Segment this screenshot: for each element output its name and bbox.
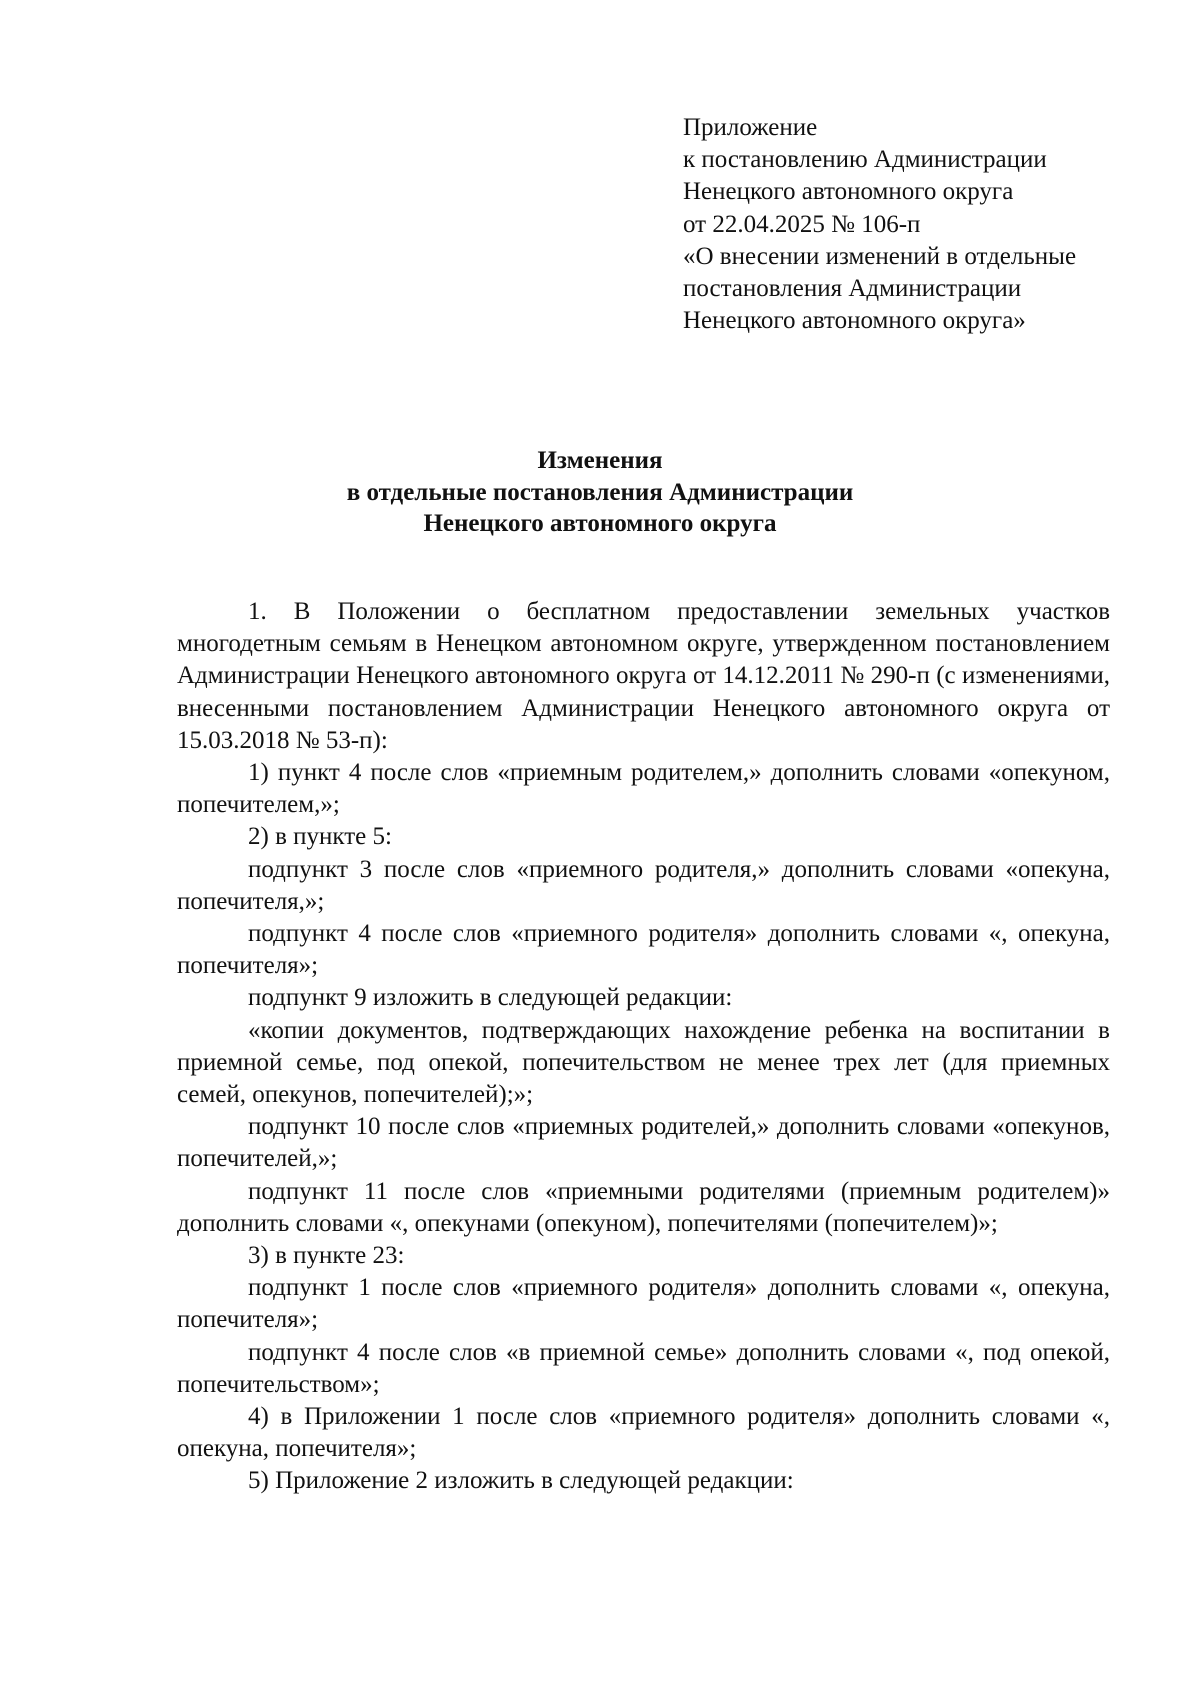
appendix-line: Ненецкого автономного округа»	[683, 307, 1026, 335]
appendix-line: постановления Администрации	[683, 275, 1022, 303]
body-paragraph: «копии документов, подтверждающих нахождение ребенка на воспитании в приемной семье, под опекой, попечительством не менее трех лет (для приемных семей, опекунов, попечителей);»;	[177, 1016, 1110, 1109]
body-paragraph: 4) в Приложении 1 после слов «приемного родителя» дополнить словами «, опекуна, попечителя»;	[177, 1403, 1110, 1463]
appendix-line: от 22.04.2025 № 106-п	[683, 210, 921, 238]
body-paragraph: 2) в пункте 5:	[248, 823, 392, 851]
body-paragraph: подпункт 9 изложить в следующей редакции:	[248, 984, 733, 1012]
body-paragraph: подпункт 3 после слов «приемного родителя,» дополнить словами «опекуна, попечителя,»;	[177, 855, 1110, 915]
body-paragraph: подпункт 10 после слов «приемных родителей,» дополнить словами «опекунов, попечителей,»;	[177, 1113, 1110, 1173]
body-paragraph: 1) пункт 4 после слов «приемным родителем,» дополнить словами «опекуном, попечителем,»;	[177, 759, 1110, 819]
body-paragraph: подпункт 11 после слов «приемными родителями (приемным родителем)» дополнить словами «, опекунами (опекуном), попечителями (попечителем)»;	[177, 1177, 1110, 1237]
appendix-line: «О внесении изменений в отдельные	[683, 242, 1077, 270]
title-line: Изменения	[537, 447, 663, 474]
document-title	[0, 445, 1200, 540]
body-paragraph: подпункт 4 после слов «приемного родителя» дополнить словами «, опекуна, попечителя»;	[177, 920, 1110, 980]
appendix-header	[683, 112, 1183, 337]
appendix-line: Ненецкого автономного округа	[683, 178, 1014, 206]
appendix-line: Приложение	[683, 114, 818, 141]
title-line: в отдельные постановления Администрации	[346, 478, 854, 506]
document-body	[177, 596, 1110, 1498]
appendix-line: к постановлению Администрации	[683, 146, 1047, 174]
body-paragraph: 1. В Положении о бесплатном предоставлении земельных участков многодетным семьям в Ненецком автономном округе, утвержденном постановлением Администрации Ненецкого автономного округа от 14.12.2011 № 290-п (с изменениями, внесенными постановлением Администрации Ненецкого автономного округа от 15.03.2018 № 53-п):	[177, 598, 1110, 754]
body-paragraph: подпункт 4 после слов «в приемной семье» дополнить словами «, под опекой, попечительством»;	[177, 1338, 1110, 1398]
body-paragraph: подпункт 1 после слов «приемного родителя» дополнить словами «, опекуна, попечителя»;	[177, 1274, 1110, 1334]
title-line: Ненецкого автономного округа	[423, 510, 777, 537]
body-paragraph: 5) Приложение 2 изложить в следующей редакции:	[248, 1467, 794, 1495]
body-paragraph: 3) в пункте 23:	[248, 1242, 405, 1270]
